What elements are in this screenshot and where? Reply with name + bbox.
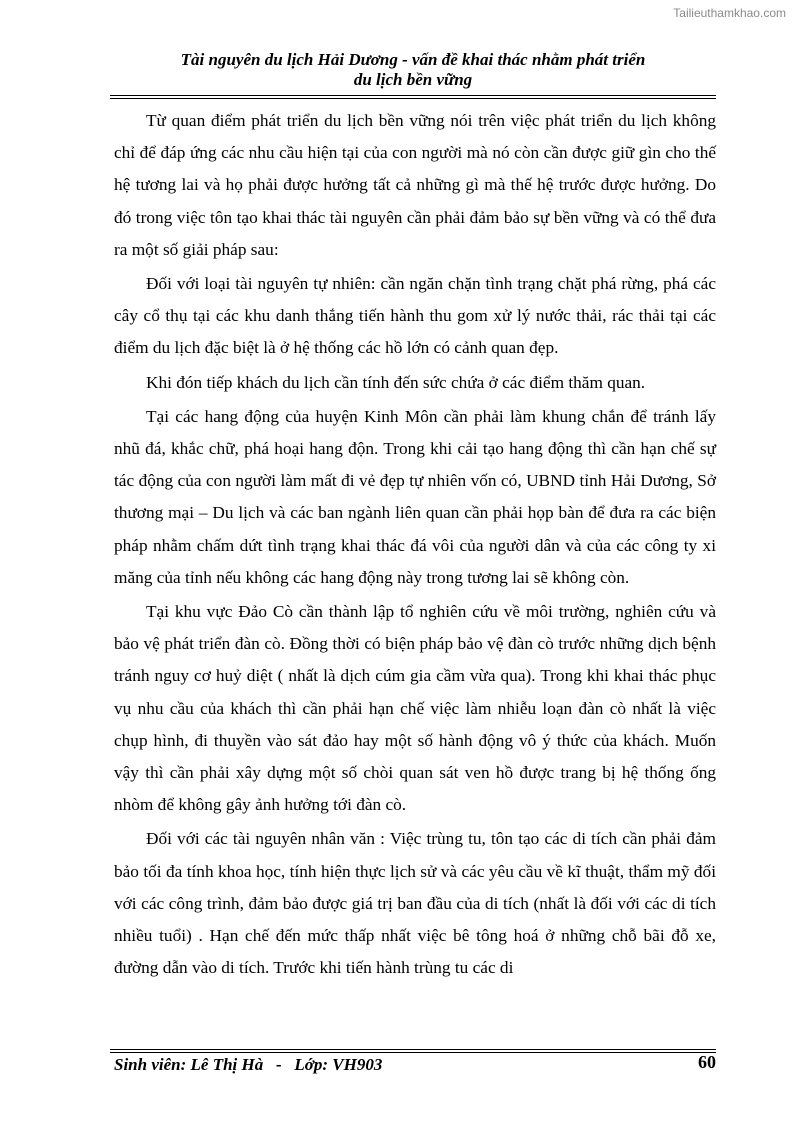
paragraph-6: Đối với các tài nguyên nhân văn : Việc trùng tu, tôn tạo các di tích cần phải đảm bảo tối đa tính khoa học, tính hiện thực lịch sử và các yêu cầu về kĩ thuật, thẩm mỹ đối với các công trình, đảm bảo được giá trị ban đầu của di tích (nhất là đối với các di tích nhiều tuổi) . Hạn chế đến mức thấp nhất việc bê tông hoá ở những chỗ bãi đỗ xe, đường dẫn vào di tích. Trước khi tiến hành trùng tu các di [114, 829, 716, 978]
page-header [110, 50, 716, 90]
paragraph-2: Đối với loại tài nguyên tự nhiên: cần ngăn chặn tình trạng chặt phá rừng, phá các cây cổ thụ tại các khu danh thắng tiến hành thu gom xử lý nước thải, rác thải tại các điểm du lịch đặc biệt là ở hệ thống các hồ lớn có cảnh quan đẹp. [114, 274, 716, 358]
paragraph-3: Khi đón tiếp khách du lịch cần tính đến sức chứa ở các điểm thăm quan. [146, 372, 646, 392]
footer-divider [110, 1049, 716, 1053]
paragraph-5: Tại khu vực Đảo Cò cần thành lập tổ nghiên cứu về môi trường, nghiên cứu và bảo vệ phát triển đàn cò. Đồng thời có biện pháp bảo vệ đàn cò trước những dịch bệnh tránh nguy cơ huỷ diệt ( nhất là dịch cúm gia cầm vừa qua). Trong khi khai thác phục vụ nhu cầu của khách thì cần phải hạn chế việc làm nhiễu loạn đàn cò nhất là việc chụp hình, đi thuyền vào sát đảo hay một số hành động vô ý thức của khách. Muốn vậy thì cần phải xây dựng một số chòi quan sát ven hồ được trang bị hệ thống ống nhòm để không gây ảnh hưởng tới đàn cò. [114, 602, 716, 815]
watermark-text: Tailieuthamkhao.com [673, 6, 786, 20]
document-body [114, 105, 716, 984]
header-title-line1: Tài nguyên du lịch Hải Dương - vấn đề khai thác nhằm phát triển [180, 50, 646, 69]
paragraph-1: Từ quan điểm phát triển du lịch bền vững nói trên việc phát triển du lịch không chỉ để đáp ứng các nhu cầu hiện tại của con người mà nó còn cần được giữ gìn cho thế hệ tương lai và họ phải được hưởng tất cả những gì mà thế hệ trước được hưởng. Do đó trong việc tôn tạo khai thác tài nguyên cần phải đảm bảo sự bền vững và có thể đưa ra một số giải pháp sau: [114, 111, 716, 259]
footer-author: Sinh viên: Lê Thị Hà - Lớp: VH903 [114, 1055, 383, 1074]
paragraph-4: Tại các hang động của huyện Kinh Môn cần phải làm khung chắn để tránh lấy nhũ đá, khắc chữ, phá hoại hang độn. Trong khi cải tạo hang động thì cần hạn chế sự tác động của con người làm mất đi vẻ đẹp tự nhiên vốn có, UBND tỉnh Hải Dương, Sở thương mại – Du lịch và các ban ngành liên quan cần phải họp bàn để đưa ra các biện pháp nhằm chấm dứt tình trạng khai thác đá vôi của người dân và của các công ty xi măng của tỉnh nếu không các hang động này trong tương lai sẽ không còn. [114, 406, 716, 587]
header-title-line2: du lịch bền vững [353, 70, 473, 89]
header-divider [110, 95, 716, 99]
page-number: 60 [698, 1052, 716, 1072]
